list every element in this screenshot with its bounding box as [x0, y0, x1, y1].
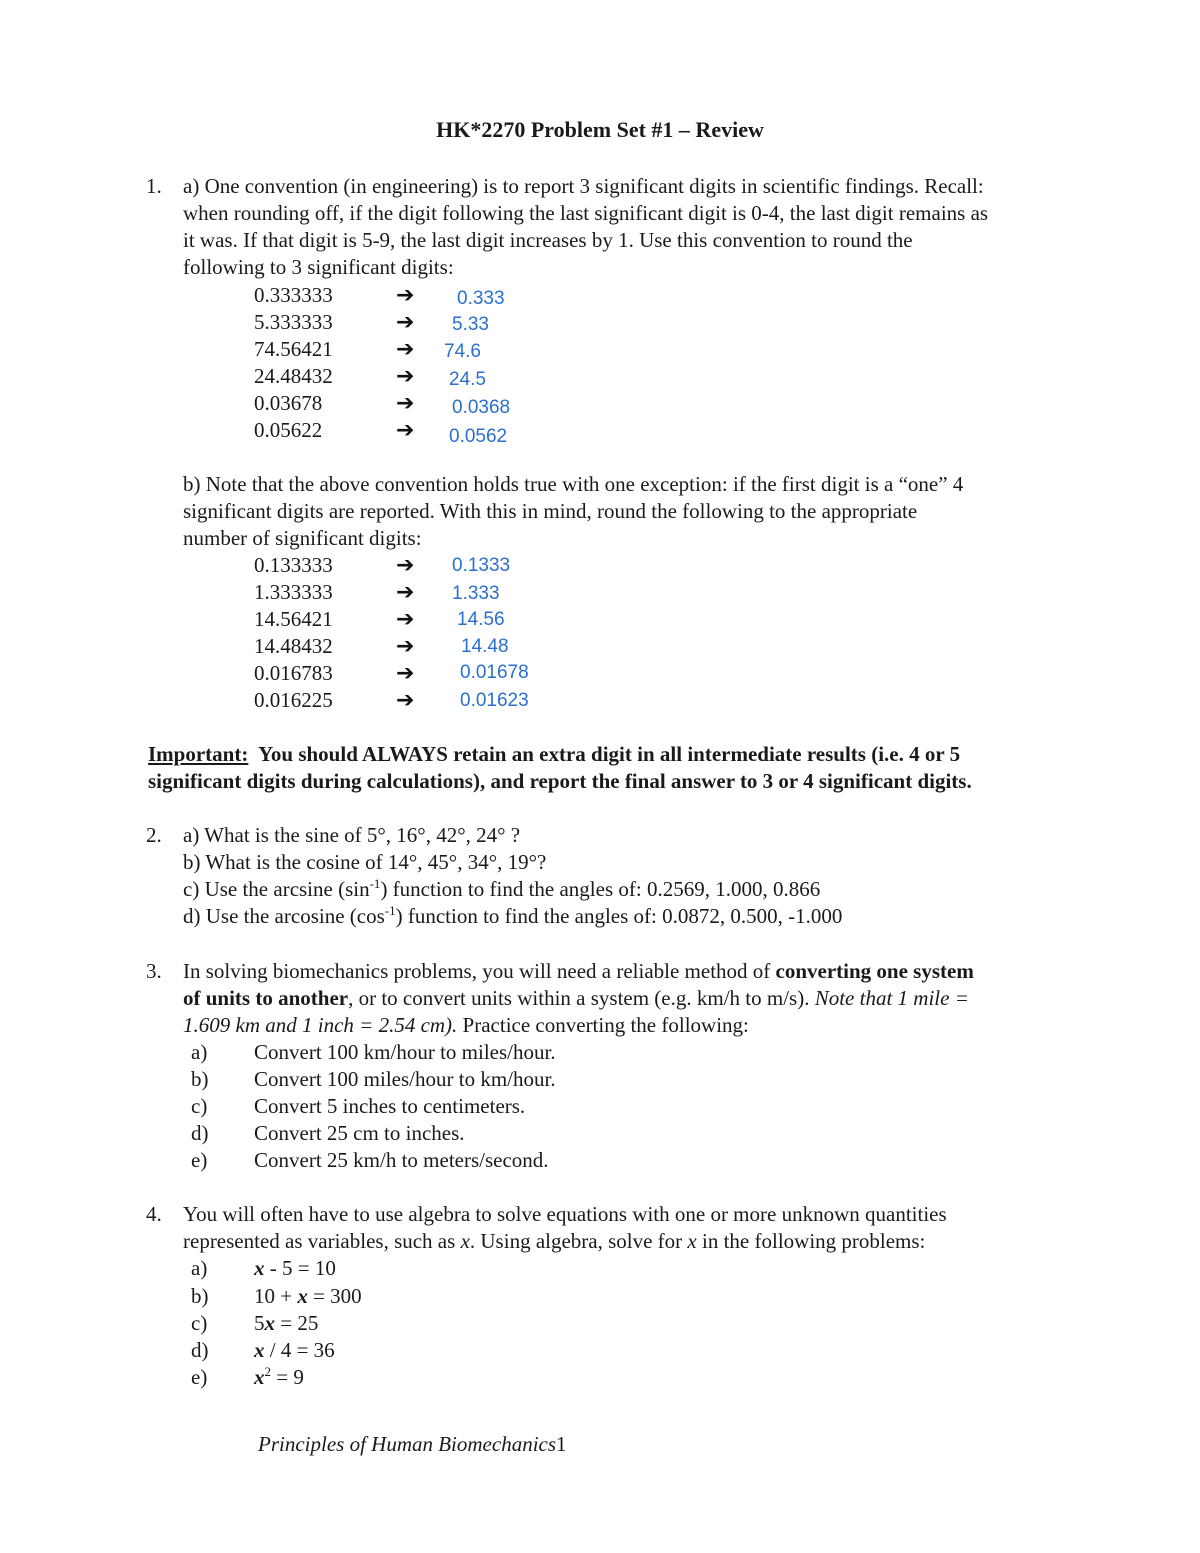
q3-item-label: a)	[191, 1040, 208, 1064]
q3-l1-bold: converting one system	[775, 959, 974, 983]
q4-equation	[254, 1283, 362, 1310]
q1a-answer: 0.0562	[449, 426, 508, 447]
arrow-icon: ➔	[396, 310, 415, 335]
q1b-value: 0.016225	[254, 688, 333, 712]
q3-item-text: Convert 25 cm to inches.	[254, 1121, 465, 1145]
q4-item-label: a)	[191, 1256, 208, 1280]
q1a-answer: 5.33	[452, 314, 489, 335]
arrow-icon: ➔	[396, 337, 415, 362]
q3-l2-mid: , or to convert units within a system (e.g. km/h to m/s).	[348, 986, 815, 1010]
arrow-icon: ➔	[396, 688, 415, 713]
q3-line-1	[183, 958, 974, 985]
q1-number: 1.	[146, 174, 162, 198]
q2d-pre: d) Use the arcosine (cos	[183, 904, 385, 928]
important-text-1: You should ALWAYS retain an extra digit in all intermediate results (i.e. 4 or 5	[258, 742, 961, 766]
q3-l3-post: Practice converting the following:	[457, 1013, 749, 1037]
arrow-icon: ➔	[396, 580, 415, 605]
arrow-icon: ➔	[396, 391, 415, 416]
q4-item-label: e)	[191, 1365, 208, 1389]
eq-var: x	[254, 1365, 265, 1389]
arrow-icon: ➔	[396, 607, 415, 632]
q1a-line-3: it was. If that digit is 5-9, the last digit increases by 1. Use this convention to round the	[183, 228, 913, 252]
q4-l2-var2: x	[687, 1229, 697, 1253]
arrow-icon: ➔	[396, 418, 415, 443]
q1a-value: 74.56421	[254, 337, 333, 361]
q3-item-label: b)	[191, 1067, 209, 1091]
eq-var: x	[297, 1284, 308, 1308]
q3-l2-bold: of units to another	[183, 986, 349, 1010]
q4-l2-post: in the following problems:	[696, 1229, 926, 1253]
q1b-line-3: number of significant digits:	[183, 526, 422, 550]
q1a-answer: 24.5	[449, 369, 486, 390]
eq-var: x	[254, 1256, 265, 1280]
q1b-line-2: significant digits are reported. With this in mind, round the following to the appropriate	[183, 499, 918, 523]
q3-line-3	[183, 1012, 749, 1039]
important-label: Important:	[148, 742, 249, 766]
eq-sup: 2	[264, 1364, 271, 1379]
q3-item-text: Convert 100 km/hour to miles/hour.	[254, 1040, 556, 1064]
q1a-line-4: following to 3 significant digits:	[183, 255, 454, 279]
q2d	[183, 903, 842, 930]
important-note-line-2: significant digits during calculations), and report the final answer to 3 or 4 significant digits.	[148, 769, 972, 793]
q3-l1-pre: In solving biomechanics problems, you will need a reliable method of	[183, 959, 776, 983]
q1b-answer: 0.1333	[452, 555, 511, 576]
q1a-line-2: when rounding off, if the digit following the last significant digit is 0-4, the last digit remains as	[183, 201, 989, 225]
q3-line-2	[183, 985, 969, 1012]
q3-item-label: c)	[191, 1094, 208, 1118]
page-number: 1	[556, 1432, 567, 1456]
q4-number: 4.	[146, 1202, 162, 1226]
q1b-answer: 14.48	[461, 636, 509, 657]
q1b-value: 1.333333	[254, 580, 333, 604]
q1a-value: 24.48432	[254, 364, 333, 388]
arrow-icon: ➔	[396, 634, 415, 659]
q1a-value: 0.333333	[254, 283, 333, 307]
arrow-icon: ➔	[396, 661, 415, 686]
q4-item-label: d)	[191, 1338, 209, 1362]
q4-line-2	[183, 1228, 925, 1255]
q3-l2-italic: Note that 1 mile =	[814, 986, 969, 1010]
page-footer	[258, 1431, 567, 1458]
q1a-answer: 74.6	[444, 341, 481, 362]
q2d-post: ) function to find the angles of: 0.0872, 0.500, -1.000	[395, 904, 843, 928]
eq-post: = 25	[275, 1311, 319, 1335]
q2b: b) What is the cosine of 14°, 45°, 34°, 19°?	[183, 850, 547, 874]
arrow-icon: ➔	[396, 283, 415, 308]
q1a-line-1: a) One convention (in engineering) is to report 3 significant digits in scientific findings. Recall:	[183, 174, 984, 198]
q1a-answer: 0.333	[457, 288, 505, 309]
q2c-pre: c) Use the arcsine (sin	[183, 877, 370, 901]
q4-equation	[254, 1364, 304, 1391]
arrow-icon: ➔	[396, 553, 415, 578]
eq-var: x	[254, 1338, 265, 1362]
q3-item-text: Convert 25 km/h to meters/second.	[254, 1148, 549, 1172]
q4-l2-var: x	[460, 1229, 470, 1253]
q3-item-text: Convert 100 miles/hour to km/hour.	[254, 1067, 556, 1091]
eq-post: = 9	[271, 1365, 304, 1389]
q4-equation	[254, 1337, 335, 1364]
eq-post: = 300	[307, 1284, 362, 1308]
q1b-answer: 1.333	[452, 583, 500, 604]
q1a-value: 5.333333	[254, 310, 333, 334]
q4-equation	[254, 1310, 318, 1337]
q2c-post: ) function to find the angles of: 0.2569, 1.000, 0.866	[380, 877, 821, 901]
q3-item-text: Convert 5 inches to centimeters.	[254, 1094, 526, 1118]
q1b-value: 14.48432	[254, 634, 333, 658]
q4-item-label: b)	[191, 1284, 209, 1308]
q3-l3-italic: 1.609 km and 1 inch = 2.54 cm).	[183, 1013, 458, 1037]
q4-l2-pre: represented as variables, such as	[183, 1229, 461, 1253]
q2c-sup: -1	[369, 876, 381, 891]
q4-l2-mid: . Using algebra, solve for	[469, 1229, 688, 1253]
q3-item-label: d)	[191, 1121, 209, 1145]
footer-text: Principles of Human Biomechanics	[258, 1432, 557, 1456]
q1b-value: 0.016783	[254, 661, 333, 685]
q1b-answer: 0.01678	[460, 662, 529, 683]
important-note-line-1	[148, 741, 960, 768]
q1a-answer: 0.0368	[452, 397, 511, 418]
eq-post: - 5 = 10	[264, 1256, 336, 1280]
q2d-sup: -1	[384, 903, 396, 918]
q1b-line-1: b) Note that the above convention holds true with one exception: if the first digit is a “one” 4	[183, 472, 964, 496]
q4-item-label: c)	[191, 1311, 208, 1335]
q1a-value: 0.05622	[254, 418, 323, 442]
eq-var: x	[264, 1311, 275, 1335]
q2-number: 2.	[146, 823, 162, 847]
q2c	[183, 876, 820, 903]
q1a-value: 0.03678	[254, 391, 323, 415]
page-title: HK*2270 Problem Set #1 – Review	[436, 117, 764, 142]
q1b-value: 0.133333	[254, 553, 333, 577]
q4-equation	[254, 1255, 336, 1282]
eq-pre: 5	[254, 1311, 265, 1335]
q1b-answer: 14.56	[457, 609, 505, 630]
eq-post: / 4 = 36	[264, 1338, 335, 1362]
q1b-value: 14.56421	[254, 607, 333, 631]
q4-line-1: You will often have to use algebra to solve equations with one or more unknown quantities	[183, 1202, 947, 1226]
q2a: a) What is the sine of 5°, 16°, 42°, 24° ?	[183, 823, 521, 847]
q1b-answer: 0.01623	[460, 690, 529, 711]
eq-pre: 10 +	[254, 1284, 298, 1308]
q3-item-label: e)	[191, 1148, 208, 1172]
q3-number: 3.	[146, 959, 162, 983]
arrow-icon: ➔	[396, 364, 415, 389]
